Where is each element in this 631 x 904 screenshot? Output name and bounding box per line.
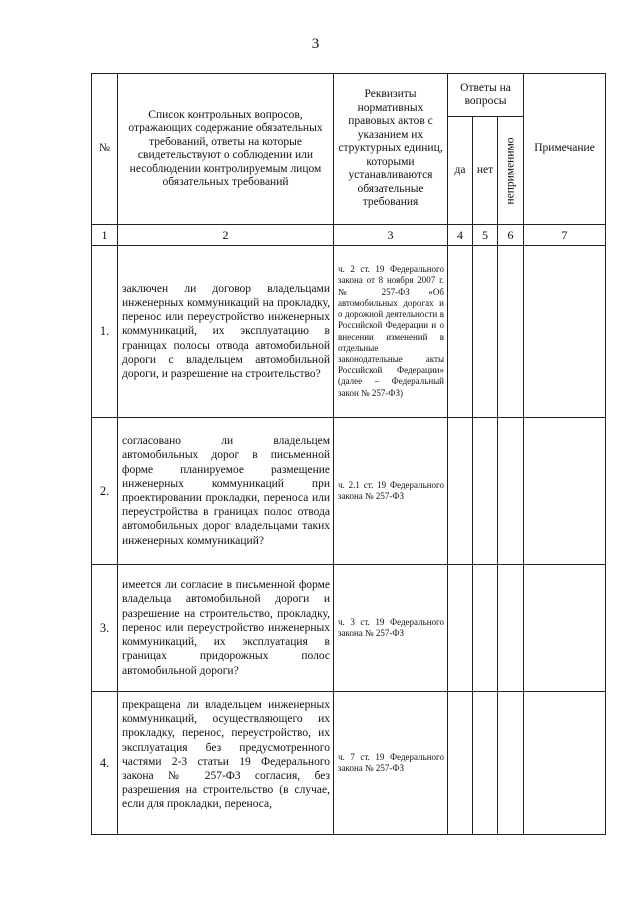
answer-not-applicable-cell xyxy=(498,565,524,692)
answer-not-applicable-cell xyxy=(498,418,524,565)
question-text: согласовано ли владельцем автомобильных дорог в письменной форме планируемое размещение инженерных коммуникаций при проектировании прокладки, переноса или переустройства в границах полос отвода автомобильных дорог владельцами таких инженерных коммуникаций? xyxy=(118,418,334,565)
column-number: 2 xyxy=(118,225,334,246)
header-note: Примечание xyxy=(524,74,606,225)
answer-no-cell xyxy=(473,565,498,692)
question-text: имеется ли согласие в письменной форме владельца автомобильной дороги и разрешение на строительство, прокладку, перенос или переустройство инженерных коммуникаций, их эксплуатация в границах придорожных полос автомобильной дороги? xyxy=(118,565,334,692)
header-not-applicable: неприменимо xyxy=(503,136,516,205)
requisites-text: ч. 2.1 ст. 19 Федерального закона № 257-ФЗ xyxy=(334,418,448,565)
answer-no-cell xyxy=(473,246,498,418)
column-number: 3 xyxy=(334,225,448,246)
header-not-applicable-cell xyxy=(498,117,524,225)
header-number: № xyxy=(92,74,118,225)
note-cell xyxy=(524,246,606,418)
header-yes: да xyxy=(448,117,473,225)
question-text: прекращена ли владельцем инженерных коммуникаций, осуществляющего их прокладку, перенос, переустройство, их эксплуатация без предусмотренного частями 2-3 статьи 19 Федерального закона № 257-ФЗ согласия, без разрешения на строительство (в случае, если для прокладки, переноса, xyxy=(118,692,334,835)
answer-yes-cell xyxy=(448,565,473,692)
note-cell xyxy=(524,692,606,835)
table-row xyxy=(92,565,606,692)
header-answers: Ответы на вопросы xyxy=(448,74,524,117)
row-number: 3. xyxy=(92,565,118,692)
row-number: 4. xyxy=(92,692,118,835)
column-number: 6 xyxy=(498,225,524,246)
note-cell xyxy=(524,418,606,565)
header-requisites: Реквизиты нормативных правовых актов с указанием их структурных единиц, которыми устанавливаются обязательные требования xyxy=(334,74,448,225)
header-questions: Список контрольных вопросов, отражающих содержание обязательных требований, ответы на которые свидетельствуют о соблюдении или несоблюдении контролируемым лицом обязательных требований xyxy=(118,74,334,225)
requisites-text: ч. 3 ст. 19 Федерального закона № 257-ФЗ xyxy=(334,565,448,692)
column-number: 4 xyxy=(448,225,473,246)
answer-yes-cell xyxy=(448,692,473,835)
answer-no-cell xyxy=(473,418,498,565)
requisites-text: ч. 2 ст. 19 Федерального закона от 8 ноября 2007 г. № 257-ФЗ «Об автомобильных дорогах и о дорожной деятельности в Российской Федерации и о внесении изменений в отдельные законодательные акты Российской Федерации» (далее – Федеральный закон № 257-ФЗ) xyxy=(334,246,448,418)
page-number: 3 xyxy=(311,36,320,52)
row-number: 1. xyxy=(92,246,118,418)
checklist-table xyxy=(91,73,606,835)
answer-not-applicable-cell xyxy=(498,692,524,835)
column-number: 5 xyxy=(473,225,498,246)
question-text: заключен ли договор владельцами инженерных коммуникаций на прокладку, перенос или переустройство инженерных коммуникаций, их эксплуатацию в границах полосы отвода автомобильной дороги с владельцем автомобильной дороги, и разрешение на строительство? xyxy=(118,246,334,418)
answer-yes-cell xyxy=(448,246,473,418)
row-number: 2. xyxy=(92,418,118,565)
table-row xyxy=(92,246,606,418)
column-number: 1 xyxy=(92,225,118,246)
note-cell xyxy=(524,565,606,692)
table-row xyxy=(92,692,606,835)
table-row xyxy=(92,418,606,565)
answer-yes-cell xyxy=(448,418,473,565)
answer-no-cell xyxy=(473,692,498,835)
column-number: 7 xyxy=(524,225,606,246)
answer-not-applicable-cell xyxy=(498,246,524,418)
requisites-text: ч. 7 ст. 19 Федерального закона № 257-ФЗ xyxy=(334,692,448,835)
header-no: нет xyxy=(473,117,498,225)
